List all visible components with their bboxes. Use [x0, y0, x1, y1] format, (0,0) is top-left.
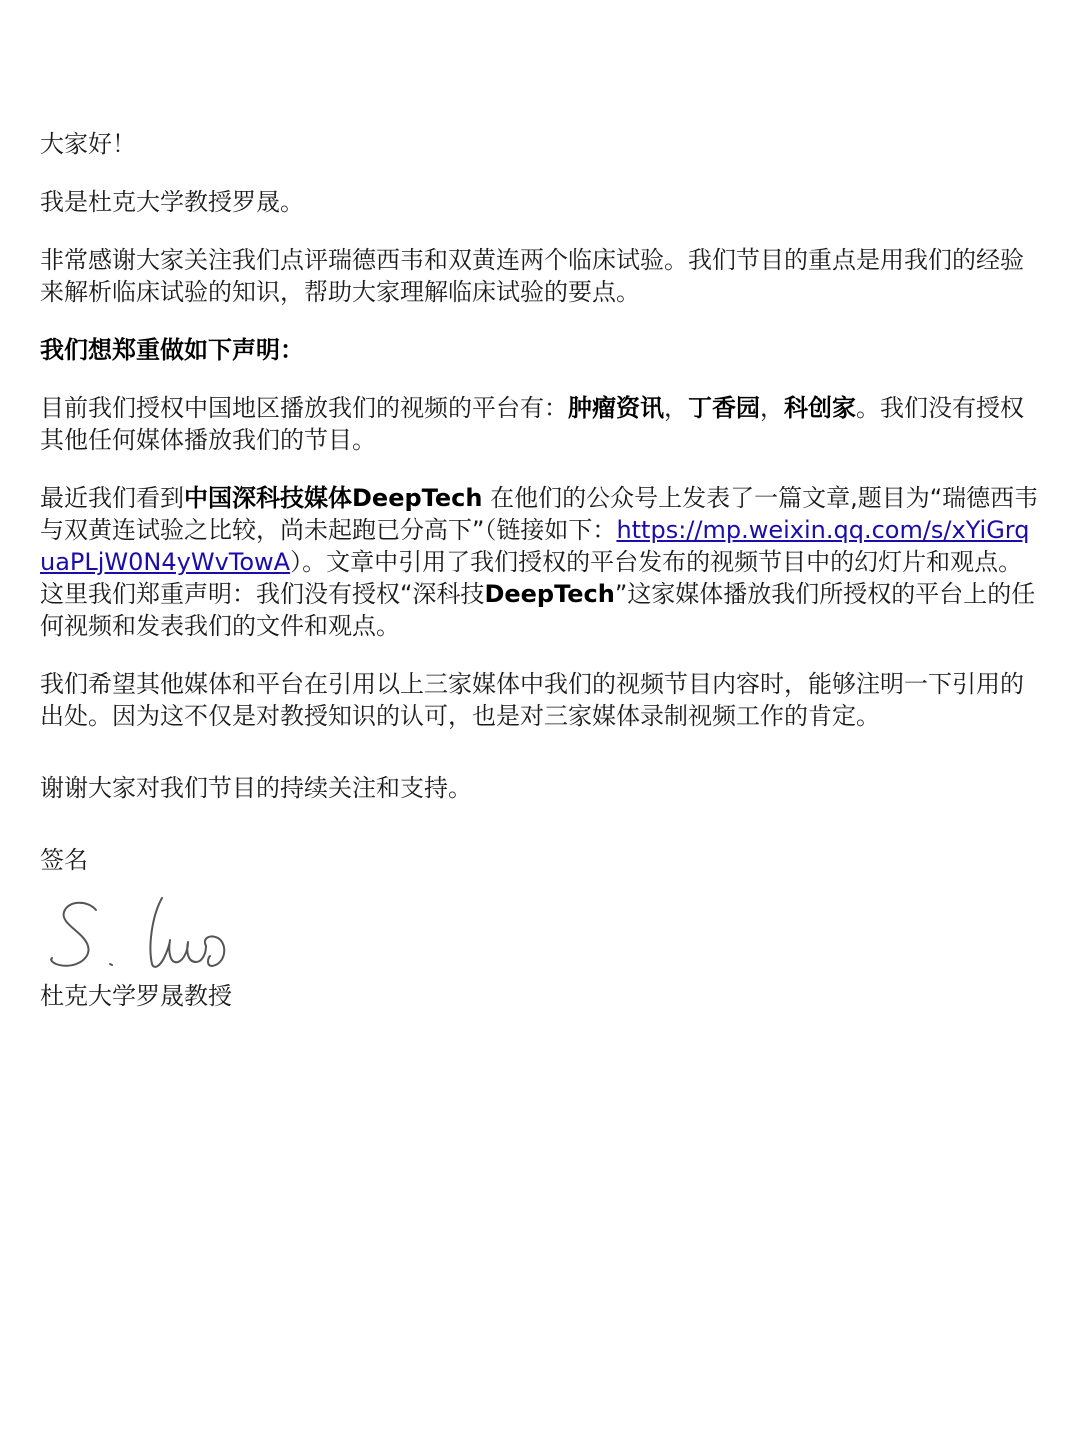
thanks-line: 谢谢大家对我们节目的持续关注和支持。 — [40, 774, 472, 802]
platforms-separator-1: ， — [664, 394, 688, 422]
paragraph-citation-request: 我们希望其他媒体和平台在引用以上三家媒体中我们的视频节目内容时，能够注明一下引用的出处。因为这不仅是对教授知识的认可，也是对三家媒体录制视频工作的肯定。 — [40, 670, 1024, 730]
intro-line: 我是杜克大学教授罗晟。 — [40, 188, 304, 216]
statement-heading: 我们想郑重做如下声明： — [40, 336, 304, 364]
paragraph-authorized-platforms — [40, 392, 1040, 456]
letter-body — [40, 128, 1040, 1038]
notice-suffix: ”这家媒体播放我们所授权的平台上的任何视频和发表我们的文件和观点。 — [40, 580, 1036, 640]
notice-statement: ）。文章中引用了我们授权的平台发布的视频节目中的幻灯片和观点。这里我们郑重声明：我们没有授权“深科技 — [40, 548, 1023, 608]
platforms-suffix: 。我们没有授权其他任何媒体播放我们的节目。 — [40, 394, 1024, 454]
media-name-short: DeepTech — [484, 580, 615, 608]
signature-label: 签名 — [40, 846, 88, 874]
notice-article-title: 在他们的公众号上发表了一篇文章,题目为“瑞德西韦与双黄连试验之比较，尚未起跑已分高下”（链接如下： — [40, 484, 1039, 544]
paragraph-appreciation: 非常感谢大家关注我们点评瑞德西韦和双黄连两个临床试验。我们节目的重点是用我们的经验来解析临床试验的知识，帮助大家理解临床试验的要点。 — [40, 246, 1024, 306]
platforms-prefix: 目前我们授权中国地区播放我们的视频的平台有： — [40, 394, 568, 422]
platform-kechuangjia: 科创家 — [784, 394, 856, 422]
platforms-separator-2: ， — [760, 394, 784, 422]
article-link[interactable]: https://mp.weixin.qq.com/s/xYiGrquaPLjW0N4yWvTowA — [40, 516, 1030, 576]
platform-zhongliu: 肿瘤资讯 — [568, 394, 664, 422]
media-name: 中国深科技媒体DeepTech — [184, 484, 483, 512]
platform-dingxiangyuan: 丁香园 — [688, 394, 760, 422]
greeting: 大家好！ — [40, 130, 136, 158]
notice-prefix: 最近我们看到 — [40, 484, 184, 512]
signer-name: 杜克大学罗晟教授 — [40, 982, 232, 1010]
paragraph-deeptech-notice — [40, 482, 1040, 642]
handwritten-signature — [48, 894, 258, 976]
